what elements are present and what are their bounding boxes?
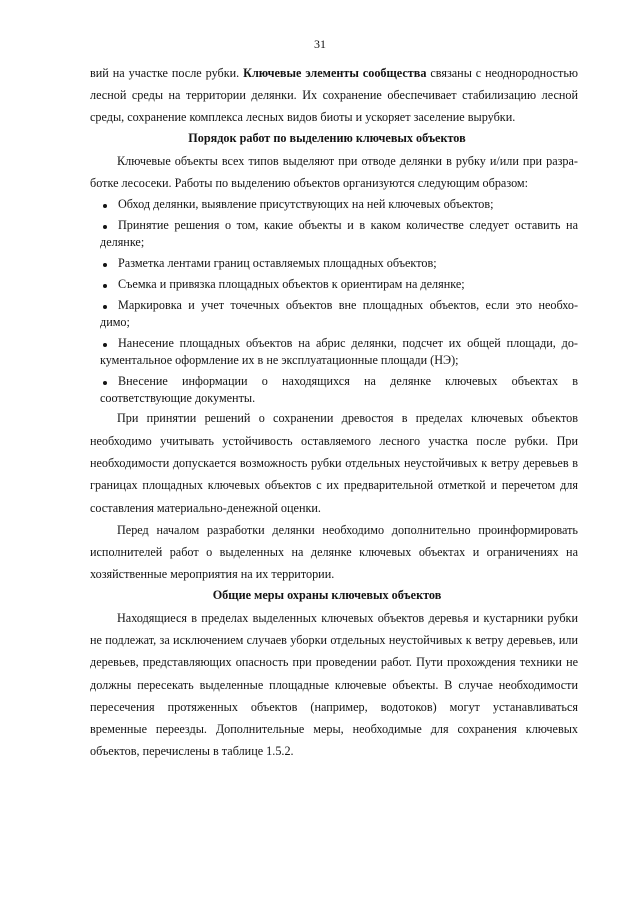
text-line	[118, 297, 578, 314]
line-text: димо;	[100, 315, 130, 330]
text-line	[90, 497, 578, 519]
bullet-list-item	[100, 335, 578, 369]
line-text: деревьев, представляющих опасность при проведении работ. Пути прохождения техники не	[90, 655, 578, 670]
text-line	[90, 84, 578, 106]
line-text: должны пересекать выделенные площадные ключевые объекты. В случае необходимости	[90, 677, 578, 692]
line-text: ботке лесосеки. Работы по выделению объектов организуются следующим образом:	[90, 176, 529, 191]
bullet-list-item	[100, 217, 578, 251]
line-text: пересечения протяженных объектов (например, водотоков) могут устанавливаться	[90, 699, 578, 714]
text-line	[90, 474, 578, 496]
line-text: необходимости допускается возможность рубки отдельных неустойчивых к ветру деревьев в	[90, 455, 578, 470]
line-text: При принятии решений о сохранении древостоя в пределах ключевых объектов	[117, 411, 578, 426]
text-line	[90, 541, 578, 563]
page-body	[90, 62, 578, 763]
line-text: Съемка и привязка площадных объектов к ориентирам на делянке;	[118, 277, 465, 292]
line-text: среды, сохранение комплекса лесных видов биоты и ускоряет заселение вырубки.	[90, 110, 516, 125]
bullet-list-item	[100, 276, 578, 293]
bullet-icon	[103, 343, 107, 347]
text-line	[90, 430, 578, 452]
line-text: Принятие решения о том, какие объекты и в каком количестве следует оставить на	[118, 218, 578, 233]
line-text: составления материально-денежной оценки.	[90, 500, 321, 515]
text-line	[90, 62, 578, 84]
line-text: делянке;	[100, 235, 145, 250]
bullet-icon	[103, 305, 107, 309]
line-text: Нанесение площадных объектов на абрис делянки, подсчет их общей площади, до-	[118, 336, 578, 351]
line-text: соответствующие документы.	[100, 391, 256, 406]
bullet-icon	[103, 225, 107, 229]
bullet-icon	[103, 284, 107, 288]
text-line	[118, 335, 578, 352]
page-number: 31	[314, 37, 326, 51]
text-line	[100, 390, 578, 407]
text-line	[90, 696, 578, 718]
section-protection	[90, 586, 578, 763]
line-text: объектов, перечислены в таблице 1.5.2.	[90, 744, 294, 759]
text-line	[117, 607, 578, 629]
text-line	[118, 276, 578, 293]
text-line	[118, 255, 578, 272]
line-text: Маркировка и учет точечных объектов вне площадных объектов, если это необхо-	[118, 298, 578, 313]
line-text: временные переезды. Дополнительные меры, необходимые для сохранения ключевых	[90, 722, 578, 737]
text-line	[90, 651, 578, 673]
text-segment: вий на участке после рубки.	[90, 65, 244, 80]
line-text: границах площадных ключевых объектов с их предварительной отметкой и перечетом для	[90, 478, 578, 493]
text-line	[90, 106, 578, 128]
bullet-list	[90, 196, 578, 407]
text-segment: связаны с неоднородностью	[426, 65, 578, 80]
line-text: кументальное оформление их в не эксплуатационные площади (НЭ);	[100, 353, 459, 368]
paragraph	[90, 607, 578, 763]
line-text: Внесение информации о находящихся на делянке ключевых объектах в	[118, 374, 578, 389]
bullet-icon	[103, 204, 107, 208]
paragraph	[90, 407, 578, 518]
text-line	[90, 563, 578, 585]
line-text: необходимо учитывать устойчивость оставляемого лесного участка после рубки. При	[90, 433, 578, 448]
text-line	[118, 217, 578, 234]
text-line	[117, 519, 578, 541]
line-text: Перед началом разработки делянки необходимо дополнительно проинформировать	[117, 522, 578, 537]
paragraph	[90, 150, 578, 195]
text-line	[118, 373, 578, 390]
line-text: Обход делянки, выявление присутствующих на ней ключевых объектов;	[118, 197, 494, 212]
line-text: Ключевые объекты всех типов выделяют при отводе делянки в рубку и/или при разра-	[117, 153, 578, 168]
section-intro	[90, 62, 578, 129]
line-text: не подлежат, за исключением случаев уборки отдельных неустойчивых к ветру деревьев, или	[90, 633, 578, 647]
section-procedure	[90, 129, 578, 586]
text-line	[90, 172, 578, 194]
text-line	[90, 718, 578, 740]
paragraph	[90, 519, 578, 586]
bullet-list-item	[100, 196, 578, 213]
text-line	[100, 314, 578, 331]
bullet-list-item	[100, 255, 578, 272]
bullet-icon	[103, 381, 107, 385]
section-heading: Общие меры охраны ключевых объектов	[212, 587, 442, 602]
paragraph	[90, 62, 578, 129]
line-text: Находящиеся в пределах выделенных ключевых объектов деревья и кустарники рубки	[117, 610, 578, 625]
line-text	[90, 66, 578, 80]
text-line	[117, 150, 578, 172]
bullet-list-item	[100, 373, 578, 407]
line-text: лесной среды на территории делянки. Их сохранение обеспечивает стабилизацию лесной	[90, 88, 578, 103]
bullet-icon	[103, 263, 107, 267]
text-line	[90, 674, 578, 696]
section-heading: Порядок работ по выделению ключевых объектов	[188, 130, 466, 145]
text-line	[90, 629, 578, 651]
text-line	[117, 407, 578, 429]
text-line	[118, 196, 578, 213]
line-text: хозяйственные мероприятия на их территории.	[90, 567, 335, 582]
text-line	[90, 452, 578, 474]
line-text: исполнителей работ о выделенных на делянке ключевых объектах и ограничениях на	[90, 545, 578, 560]
line-text: Разметка лентами границ оставляемых площадных объектов;	[118, 256, 437, 271]
text-line	[100, 234, 578, 251]
text-line	[100, 352, 578, 369]
text-line	[90, 740, 578, 762]
bullet-list-item	[100, 297, 578, 331]
key-term: Ключевые элементы сообщества	[243, 65, 427, 80]
